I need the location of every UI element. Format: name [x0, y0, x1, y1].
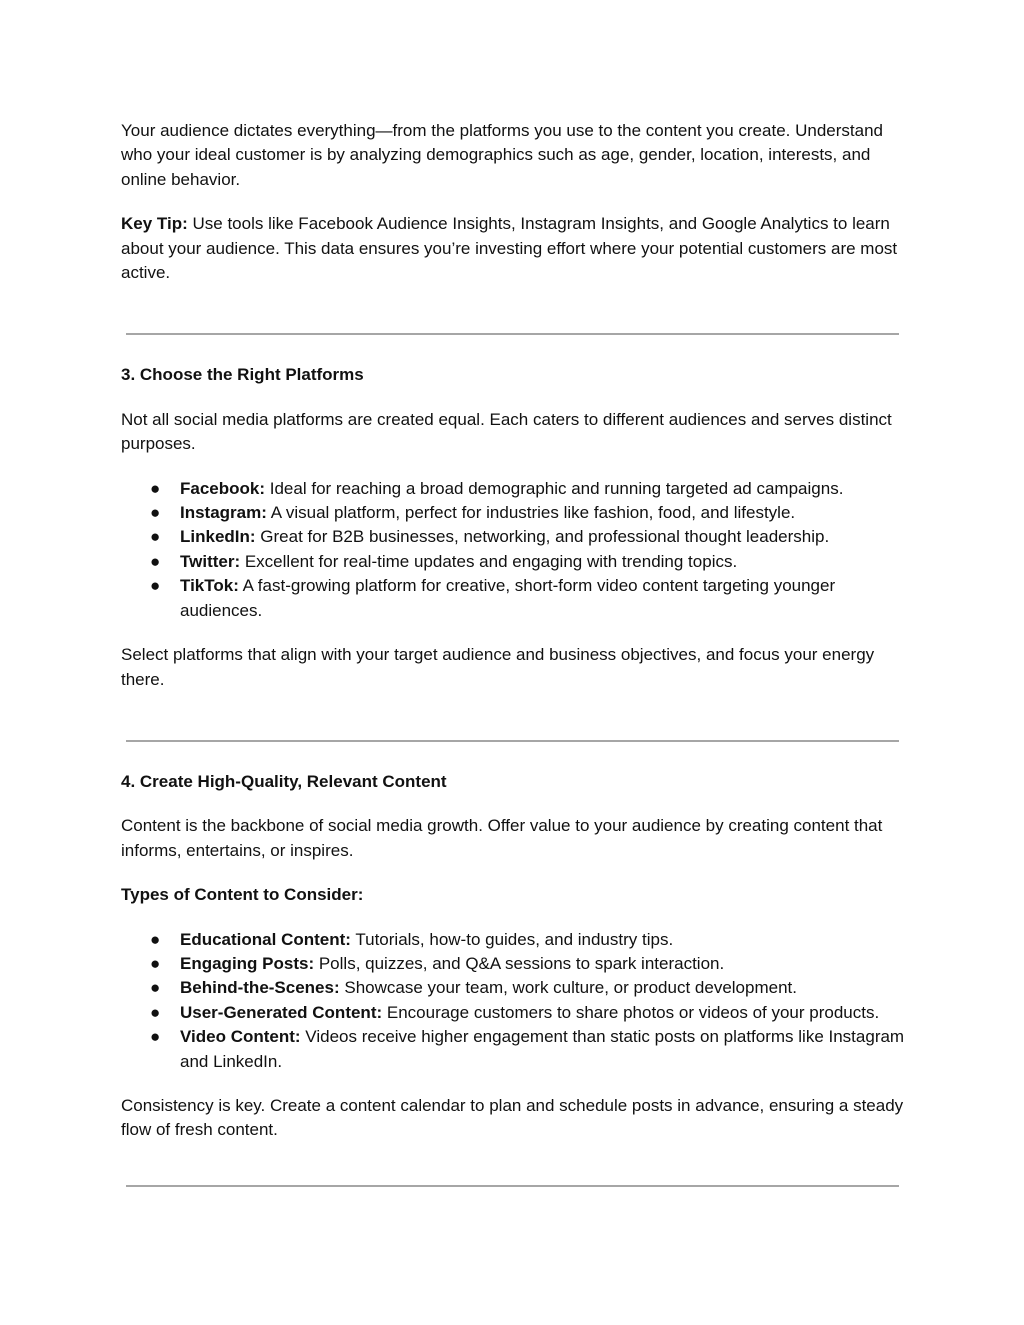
list-item-text: Videos receive higher engagement than static posts on platforms like Instagram and LinkedIn.: [180, 1027, 905, 1071]
bullet-icon: ●: [150, 929, 161, 949]
list-item-text: Encourage customers to share photos or videos of your products.: [382, 1002, 880, 1022]
list-item: [121, 574, 911, 623]
list-item-label: Video Content:: [180, 1027, 301, 1047]
content-types-list: [121, 928, 911, 1074]
list-item-label: Twitter:: [180, 551, 241, 571]
list-item-label: Engaging Posts:: [180, 953, 315, 973]
list-item-label: Educational Content:: [180, 929, 351, 949]
bullet-icon: ●: [150, 1002, 161, 1022]
document-page: [121, 119, 911, 1187]
section-3-intro: Not all social media platforms are created equal. Each caters to different audiences and serves distinct purposes.: [121, 409, 892, 454]
bullet-icon: ●: [150, 551, 161, 571]
section-3-closing: Select platforms that align with your target audience and business objectives, and focus your energy there.: [121, 645, 875, 689]
list-item-text: Polls, quizzes, and Q&A sessions to spark interaction.: [314, 953, 725, 973]
list-item-text: A fast-growing platform for creative, short-form video content targeting younger audiences.: [180, 576, 836, 620]
list-item-text: Excellent for real-time updates and engaging with trending topics.: [240, 551, 738, 571]
section-3-heading: 3. Choose the Right Platforms: [121, 365, 364, 385]
section-4-closing: Consistency is key. Create a content calendar to plan and schedule posts in advance, ensuring a steady flow of fresh content.: [121, 1095, 904, 1140]
list-item-label: Instagram:: [180, 503, 267, 523]
list-item: [121, 550, 911, 574]
bullet-icon: ●: [150, 953, 161, 973]
bullet-icon: ●: [150, 576, 161, 596]
list-item-text: Ideal for reaching a broad demographic and running targeted ad campaigns.: [265, 478, 844, 498]
list-item-label: LinkedIn:: [180, 527, 256, 547]
list-item: [121, 928, 911, 952]
section-divider: [126, 1185, 899, 1187]
list-item: [121, 1001, 911, 1025]
list-item-label: User-Generated Content:: [180, 1002, 383, 1022]
content-types-subheading: Types of Content to Consider:: [121, 885, 364, 905]
key-tip-paragraph: [121, 212, 911, 285]
list-item: [121, 525, 911, 549]
bullet-icon: ●: [150, 478, 161, 498]
list-item-text: Tutorials, how-to guides, and industry tips.: [350, 929, 674, 949]
bullet-icon: ●: [150, 527, 161, 547]
list-item-text: A visual platform, perfect for industries like fashion, food, and lifestyle.: [266, 503, 796, 523]
list-item-text: Great for B2B businesses, networking, and professional thought leadership.: [255, 527, 830, 547]
list-item-text: Showcase your team, work culture, or product development.: [339, 978, 797, 998]
bullet-icon: ●: [150, 978, 161, 998]
list-item-label: TikTok:: [180, 576, 239, 596]
audience-paragraph: Your audience dictates everything—from the platforms you use to the content you create. Understand who your ideal customer is by analyzing demographics such as age, gender, location, interests, and online behavior.: [121, 121, 883, 189]
platform-list: [121, 477, 911, 623]
list-item: [121, 501, 911, 525]
key-tip-text: Use tools like Facebook Audience Insights, Instagram Insights, and Google Analytics to learn about your audience. This data ensures you’re investing effort where your potential customers are most active.: [121, 214, 898, 283]
list-item-label: Behind-the-Scenes:: [180, 978, 340, 998]
list-item-label: Facebook:: [180, 478, 266, 498]
list-item: [121, 952, 911, 976]
section-4-heading: 4. Create High-Quality, Relevant Content: [121, 771, 447, 791]
key-tip-label: Key Tip:: [121, 214, 188, 234]
section-4-intro: Content is the backbone of social media growth. Offer value to your audience by creating content that informs, entertains, or inspires.: [121, 816, 883, 860]
list-item: [121, 477, 911, 501]
bullet-icon: ●: [150, 1027, 161, 1047]
list-item: [121, 1025, 911, 1074]
bullet-icon: ●: [150, 503, 161, 523]
list-item: [121, 976, 911, 1000]
